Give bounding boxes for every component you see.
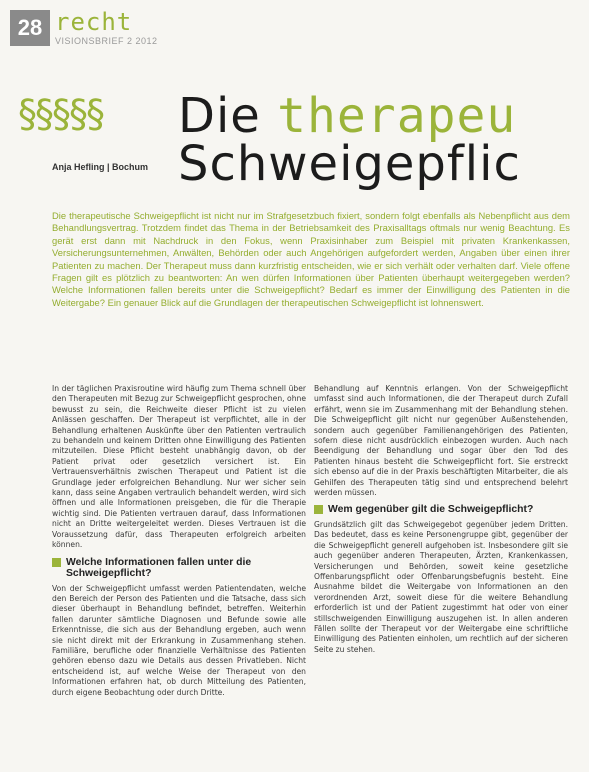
headline-word-die: Die xyxy=(178,88,261,144)
green-square-icon xyxy=(314,505,323,514)
paragraph-symbols: §§§§§ xyxy=(18,92,103,136)
headline-line-1 xyxy=(178,88,517,144)
lead-paragraph: Die therapeutische Schweigepflicht ist nicht nur im Strafgesetzbuch fixiert, sondern folgt ebenfalls als Nebenpflicht aus dem Behandlungsvertrag. Trotzdem findet das Thema in der Betriebsamkeit des Praxisalltags oftmals nur wenig Beachtung. Es gerät erst dann mit Nachdruck in den Fokus, wenn Praxisinhaber zum Beispiel mit privaten Krankenkassen, Versicherungsunternehmen, Anwälten, Behörden oder auch Angehörigen aufgefordert werden, Angaben über einen ihrer Patienten zu machen. Der Therapeut muss dann kurzfristig entscheiden, wie er sich verhält oder verhalten darf. Viele offene Fragen gilt es plötzlich zu beantworten: An wen dürfen Informationen über Patienten überhaupt weitergegeben werden? Welche Informationen fallen bereits unter die Schweigepflicht? Bedarf es immer der Einwilligung des Patienten in die Weitergabe? Ein genauer Blick auf die Grundlagen der therapeutischen Schweigepflicht ist lohnenswert. xyxy=(52,210,570,308)
page-number: 28 xyxy=(10,10,50,46)
body-paragraph: Von der Schweigepflicht umfasst werden Patientendaten, welche den Bereich der Person des Patienten und die Tatsache, dass sich dieser überhaupt in Behandlung befindet, betreffen. Weiterhin fallen darunter sämtliche Diagnosen und Befunde sowie alle Erkenntnisse, die sich aus der Behandlung ergeben, auch wenn sie nicht direkt mit der Erkrankung in Zusammenhang stehen. Familiäre, berufliche oder finanzielle Verhältnisse des Patienten gehören ebenso dazu wie Details aus dessen Privatleben. Nicht entscheidend ist, auf welche Weise der Therapeut von den Informationen erfahren hat, ob durch Mitteilung des Patienten, durch eigene Beobachtung oder durch Dritte. xyxy=(52,583,306,697)
right-column xyxy=(314,384,568,661)
headline-line-2: Schweigepflic xyxy=(178,136,521,192)
issue-line: VISIONSBRIEF 2 2012 xyxy=(55,36,158,46)
body-paragraph: In der täglichen Praxisroutine wird häufig zum Thema schnell über den Therapeuten mit Bezug zur Schweigepflicht gesprochen, ohne bewusst zu sein, die Reichweite dieser Pflicht ist zu vielen Anlässen geschaffen. Der Therapeut ist verpflichtet, alle in der Behandlung erhaltenen Auskünfte über den Patienten vertraulich zu behandeln und keinem Dritten ohne Einwilligung des Patienten mitzuteilen. Diese Pflicht besteht unabhängig davon, ob der Patient privat oder gesetzlich versichert ist. Ein Vertrauensverhältnis zwischen Therapeut und Patient ist die Grundlage jeder erfolgreichen Behandlung. Nur wer sicher sein kann, dass seine Angaben vertraulich behandelt werden, wird sich öffnen und alle Informationen preisgeben, die für die Therapie wichtig sind. Die Patienten vertrauen darauf, dass Informationen nicht an Dritte weitergeleitet werden. Dieses Vertrauen ist die Voraussetzung dafür, dass Therapeuten erfolgreich arbeiten können. xyxy=(52,384,306,550)
left-column xyxy=(52,384,306,704)
author-byline: Anja Hefling | Bochum xyxy=(52,162,149,172)
body-paragraph: Grundsätzlich gilt das Schweigegebot gegenüber jedem Dritten. Das bedeutet, dass es keine Personengruppe gibt, gegenüber der die Schweigepflicht generell aufgehoben ist. Insbesondere gilt sie auch gegenüber anderen Therapeuten, Ärzten, Krankenkassen, Versicherungen und Behörden, soweit keine gesetzliche Offenbarungspflicht oder Offenbarungsbefugnis besteht. Eine Ausnahme bildet die Weitergabe von Informationen an den verordnenden Arzt, soweit diese für die weitere Behandlung erforderlich ist und der Patient zugestimmt hat oder von einer stillschweigenden Einwilligung auszugehen ist. In allen anderen Fällen sollte der Therapeut vor der Weitergabe eine schriftliche Einwilligung des Patienten einholen, um rechtlich auf der sicheren Seite zu stehen. xyxy=(314,519,568,654)
subheading-welche-informationen xyxy=(52,557,306,580)
subheading-text: Wem gegenüber gilt die Schweigepflicht? xyxy=(328,504,534,516)
body-paragraph: Behandlung auf Kenntnis erlangen. Von der Schweigepflicht umfasst sind auch Informationen, die der Therapeut durch Zufall erfährt, wenn sie im Zusammenhang mit der Behandlung stehen. Die Schweigepflicht gilt nicht nur gegenüber Außenstehenden, sondern auch gegenüber Familienangehörigen des Patienten, sofern diese nicht ausdrücklich einbezogen wurden. Auch nach Beendigung der Behandlung und sogar über den Tod des Patienten hinaus besteht die Schweigepflicht fort. Sie erstreckt sich ebenso auf die in der Praxis beschäftigten Mitarbeiter, die als Gehilfen des Therapeuten tätig sind und entsprechend belehrt werden müssen. xyxy=(314,384,568,498)
section-label: recht xyxy=(55,8,133,36)
subheading-wem-gegenueber xyxy=(314,504,568,516)
subheading-text: Welche Informationen fallen unter die Schweigepflicht? xyxy=(66,556,252,579)
headline-word-therapeu: therapeu xyxy=(277,88,517,144)
green-square-icon xyxy=(52,558,61,567)
